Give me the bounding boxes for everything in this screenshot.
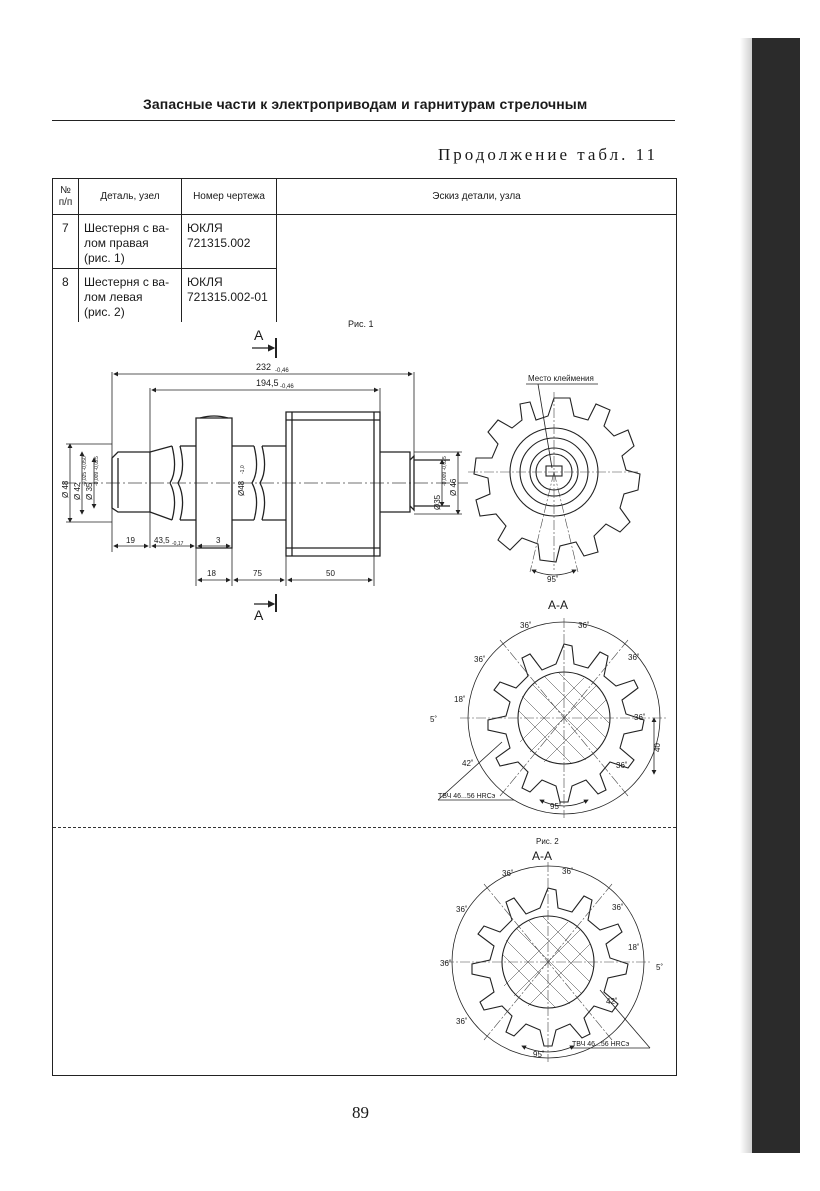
- fig2-angle-36-r: 36˚: [612, 903, 624, 912]
- fig2-angle-labels: [440, 867, 663, 1026]
- col-header-number-text: № п/п: [58, 185, 73, 208]
- section-aa-angle-36-l: 36˚: [474, 655, 486, 664]
- dim-3: 3: [216, 536, 221, 545]
- fig2-centerlines: [444, 862, 652, 1062]
- dim-inner-length: 194,5: [256, 378, 279, 388]
- section-aa-hardness: ТВЧ 46...56 HRCэ: [438, 793, 496, 800]
- col-header-sketch: Эскиз детали, узла: [432, 191, 521, 202]
- row-7-part-line-1: Шестерня с ва-: [84, 221, 170, 235]
- page-header-title: Запасные части к электроприводам и гарнитурам стрелочным: [143, 96, 588, 112]
- row-8-drawing-line-2: 721315.002-01: [187, 290, 268, 304]
- fig2-angle-36-ll: 36˚: [440, 959, 452, 968]
- fig2-angle-36-tl: 36˚: [502, 869, 514, 878]
- section-aa-dim-40: 40: [653, 743, 662, 752]
- dim-d35-left: Ø 35: [85, 482, 94, 500]
- shaft-outline: [112, 412, 450, 556]
- table-continuation-label: Продолжение табл. 11: [438, 145, 659, 164]
- end-view-gear: [474, 398, 640, 562]
- dim-18: 18: [207, 569, 216, 578]
- fig2-angle-42: 42˚: [606, 997, 618, 1006]
- dim-43-5: 43,5: [154, 536, 170, 545]
- section-aa-angle-5: 5˚: [430, 715, 438, 724]
- dim-43-5-tol: -0,17: [172, 541, 184, 547]
- row-8-part-line-1: Шестерня с ва-: [84, 275, 170, 289]
- section-aa-angle-36-tr: 36˚: [578, 621, 590, 630]
- section-aa-angle-36-br: 36˚: [616, 761, 628, 770]
- dim-d48-left: Ø 48: [61, 480, 70, 498]
- dim-inner-length-tol: -0,46: [280, 384, 294, 390]
- dim-d48-center-tol: -1,0: [240, 465, 246, 474]
- dim-d35-right: Ø35: [433, 494, 442, 510]
- section-aa-angle-42: 42˚: [462, 759, 474, 768]
- page-number: 89: [352, 1103, 369, 1122]
- dim-d35-left-tol: -0,009 -0,025: [94, 456, 100, 486]
- fig2-angle-5: 5˚: [656, 963, 664, 972]
- dim-d42: Ø 42: [73, 482, 82, 500]
- section-aa-angle-36-tl: 36˚: [520, 621, 532, 630]
- fig2-section-label: А-А: [532, 849, 553, 863]
- section-aa-angle-36-r: 36˚: [628, 653, 640, 662]
- dim-d35-right-tol: -0,009 -0,025: [442, 456, 448, 486]
- row-8-part-line-3: (рис. 2): [84, 305, 125, 319]
- fig2-angle-18: 18˚: [628, 943, 640, 952]
- dim-50: 50: [326, 569, 335, 578]
- section-aa-angle-18: 18˚: [454, 695, 466, 704]
- row-8-drawing-line-1: ЮКЛЯ: [187, 275, 223, 289]
- row-7-part-line-2: лом правая: [84, 236, 149, 250]
- row-8-number: 8: [62, 275, 69, 289]
- fig2-angle-95: 95˚: [533, 1050, 545, 1059]
- marking-leader: [538, 384, 552, 468]
- marking-label: Место клеймения: [528, 374, 594, 383]
- dim-d48-center: Ø48: [237, 480, 246, 496]
- section-aa-angle-36-rr: 36˚: [634, 713, 646, 722]
- section-aa-angle-95: 95˚: [550, 802, 562, 811]
- section-aa-label: А-А: [548, 598, 569, 612]
- row-7-drawing-line-2: 721315.002: [187, 236, 251, 250]
- fig2-hardness: ТВЧ 46...56 HRCэ: [572, 1041, 630, 1048]
- dim-d46: Ø 46: [449, 478, 458, 496]
- fig2-hardness-leader: [600, 990, 650, 1048]
- row-7-part-line-3: (рис. 1): [84, 251, 125, 265]
- fig2-angle-36-l: 36˚: [456, 905, 468, 914]
- row-8-part-line-2: лом левая: [84, 290, 143, 304]
- dim-19: 19: [126, 536, 135, 545]
- fig2-angle-36-tr: 36˚: [562, 867, 574, 876]
- section-mark-top: А: [254, 327, 264, 343]
- dim-75: 75: [253, 569, 262, 578]
- dim-overall-length: 232: [256, 362, 272, 372]
- section-aa-hardness-leader: [438, 742, 502, 800]
- col-header-drawing: Номер чертежа: [193, 191, 265, 202]
- col-header-part: Деталь, узел: [100, 191, 160, 202]
- end-view-angle-95: 95˚: [547, 575, 559, 584]
- section-mark-bottom: А: [254, 607, 264, 623]
- row-7-number: 7: [62, 221, 69, 235]
- dim-d42-tol: -0,025 -0,050: [82, 456, 88, 486]
- fig1-caption: Рис. 1: [348, 319, 374, 329]
- end-view-centerlines: [468, 392, 640, 572]
- row-7-drawing-line-1: ЮКЛЯ: [187, 221, 223, 235]
- fig2-caption: Рис. 2: [536, 837, 559, 846]
- fig2-angle-36-bl: 36˚: [456, 1017, 468, 1026]
- dim-overall-length-tol: -0,46: [275, 368, 289, 374]
- fig1-dimension-lines: [66, 372, 462, 586]
